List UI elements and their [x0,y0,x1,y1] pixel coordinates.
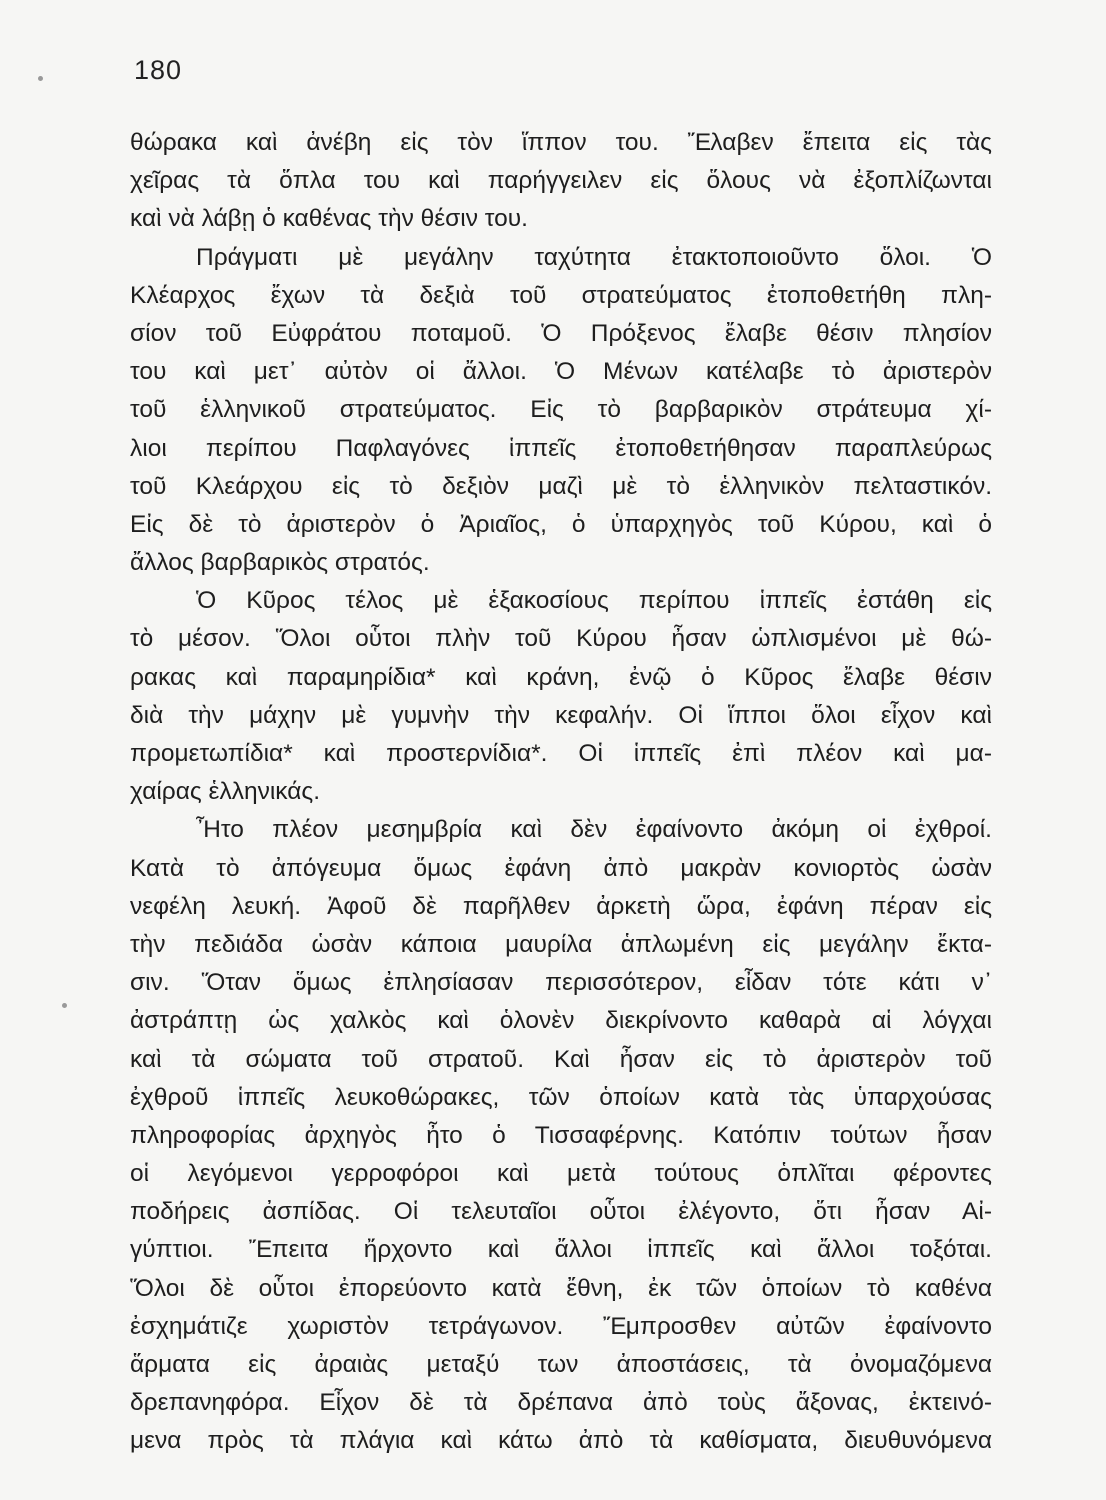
body-text [130,124,992,1461]
text-line: πληροφορίας ἀρχηγὸς ἦτο ὁ Τισσαφέρνης. Κατόπιν τούτων ἦσαν [130,1121,992,1149]
scan-dot-mark [62,1003,67,1008]
text-line: ἄλλος βαρβαρικὸς στρατός. [130,549,430,577]
text-line: ποδήρεις ἀσπίδας. Οἱ τελευταῖοι οὗτοι ἐλέγοντο, ὅτι ἦσαν Αἰ- [130,1198,992,1226]
text-line: ἀστράπτῃ ὡς χαλκὸς καὶ ὁλονὲν διεκρίνοντο καθαρὰ αἱ λόγχαι [130,1007,992,1035]
page-number: 180 [134,55,183,85]
text-line: λιοι περίπου Παφλαγόνες ἱππεῖς ἐτοποθετήθησαν παραπλεύρως [130,434,992,462]
text-line: σίον τοῦ Εὐφράτου ποταμοῦ. Ὁ Πρόξενος ἔλαβε θέσιν πλησίον [130,319,992,347]
text-line: τὴν πεδιάδα ὡσὰν κάποια μαυρίλα ἁπλωμένη εἰς μεγάλην ἔκτα- [130,930,992,958]
text-line: καὶ νὰ λάβῃ ὁ καθένας τὴν θέσιν του. [130,205,528,233]
text-line: γύπτιοι. Ἔπειτα ἤρχοντο καὶ ἄλλοι ἱππεῖς καὶ ἄλλοι τοξόται. [130,1236,992,1264]
text-line: Ὁ Κῦρος τέλος μὲ ἑξακοσίους περίπου ἱππεῖς ἐστάθη εἰς [196,587,992,615]
text-line: ἐσχημάτιζε χωριστὸν τετράγωνον. Ἔμπροσθεν αὐτῶν ἐφαίνοντο [130,1312,992,1340]
text-line: δρεπανηφόρα. Εἶχον δὲ τὰ δρέπανα ἀπὸ τοὺς ἄξονας, ἐκτεινό- [130,1389,992,1417]
text-line: ἅρματα εἰς ἀραιὰς μεταξύ των ἀποστάσεις, τὰ ὀνομαζόμενα [130,1351,992,1378]
text-line: χαίρας ἑλληνικάς. [130,778,320,806]
text-line: οἱ λεγόμενοι γερροφόροι καὶ μετὰ τούτους ὁπλῖται φέροντες [130,1160,992,1188]
text-line: Ἦτο πλέον μεσημβρία καὶ δὲν ἐφαίνοντο ἀκόμη οἱ ἐχθροί. [196,816,992,844]
text-line: Πράγματι μὲ μεγάλην ταχύτητα ἐτακτοποιοῦντο ὅλοι. Ὁ [196,243,992,271]
text-line: Εἰς δὲ τὸ ἀριστερὸν ὁ Ἀριαῖος, ὁ ὑπαρχηγὸς τοῦ Κύρου, καὶ ὁ [130,510,992,538]
text-line: ἐχθροῦ ἱππεῖς λευκοθώρακες, τῶν ὁποίων κατὰ τὰς ὑπαρχούσας [130,1083,992,1111]
text-line: χεῖρας τὰ ὅπλα του καὶ παρήγγειλεν εἰς ὅλους νὰ ἐξοπλίζωνται [130,167,992,195]
text-line: τοῦ ἑλληνικοῦ στρατεύματος. Εἰς τὸ βαρβαρικὸν στράτευμα χί- [130,396,992,424]
text-line: Ὅλοι δὲ οὗτοι ἐπορεύοντο κατὰ ἔθνη, ἐκ τῶν ὁποίων τὸ καθένα [130,1274,992,1302]
text-line: σιν. Ὅταν ὅμως ἐπλησίασαν περισσότερον, εἶδαν τότε κάτι ν᾽ [130,969,992,997]
text-line: τὸ μέσον. Ὅλοι οὗτοι πλὴν τοῦ Κύρου ἦσαν ὡπλισμένοι μὲ θώ- [130,625,992,653]
text-line: Κατὰ τὸ ἀπόγευμα ὅμως ἐφάνη ἀπὸ μακρὰν κονιορτὸς ὡσὰν [130,854,992,882]
text-line: νεφέλη λευκή. Ἀφοῦ δὲ παρῆλθεν ἀρκετὴ ὥρα, ἐφάνη πέραν εἰς [130,892,992,920]
text-line: μενα πρὸς τὰ πλάγια καὶ κάτω ἀπὸ τὰ καθίσματα, διευθυνόμενα [130,1427,992,1455]
text-line: ρακας καὶ παραμηρίδια* καὶ κράνη, ἐνῷ ὁ Κῦρος ἔλαβε θέσιν [130,663,992,691]
text-line: τοῦ Κλεάρχου εἰς τὸ δεξιὸν μαζὶ μὲ τὸ ἑλληνικὸν πελταστικόν. [130,472,992,500]
text-line: του καὶ μετ᾽ αὐτὸν οἱ ἄλλοι. Ὁ Μένων κατέλαβε τὸ ἀριστερὸν [130,358,992,386]
text-line: καὶ τὰ σώματα τοῦ στρατοῦ. Καὶ ἦσαν εἰς τὸ ἀριστερὸν τοῦ [130,1045,992,1073]
text-line: διὰ τὴν μάχην μὲ γυμνὴν τὴν κεφαλήν. Οἱ ἵπποι ὅλοι εἶχον καὶ [130,701,992,729]
text-line: Κλέαρχος ἔχων τὰ δεξιὰ τοῦ στρατεύματος ἐτοποθετήθη πλη- [130,281,992,309]
text-line: προμετωπίδια* καὶ προστερνίδια*. Οἱ ἱππεῖς ἐπὶ πλέον καὶ μα- [130,740,992,767]
scan-dot-mark [38,76,43,81]
text-line: θώρακα καὶ ἀνέβη εἰς τὸν ἵππον του. Ἔλαβεν ἔπειτα εἰς τὰς [130,129,992,156]
